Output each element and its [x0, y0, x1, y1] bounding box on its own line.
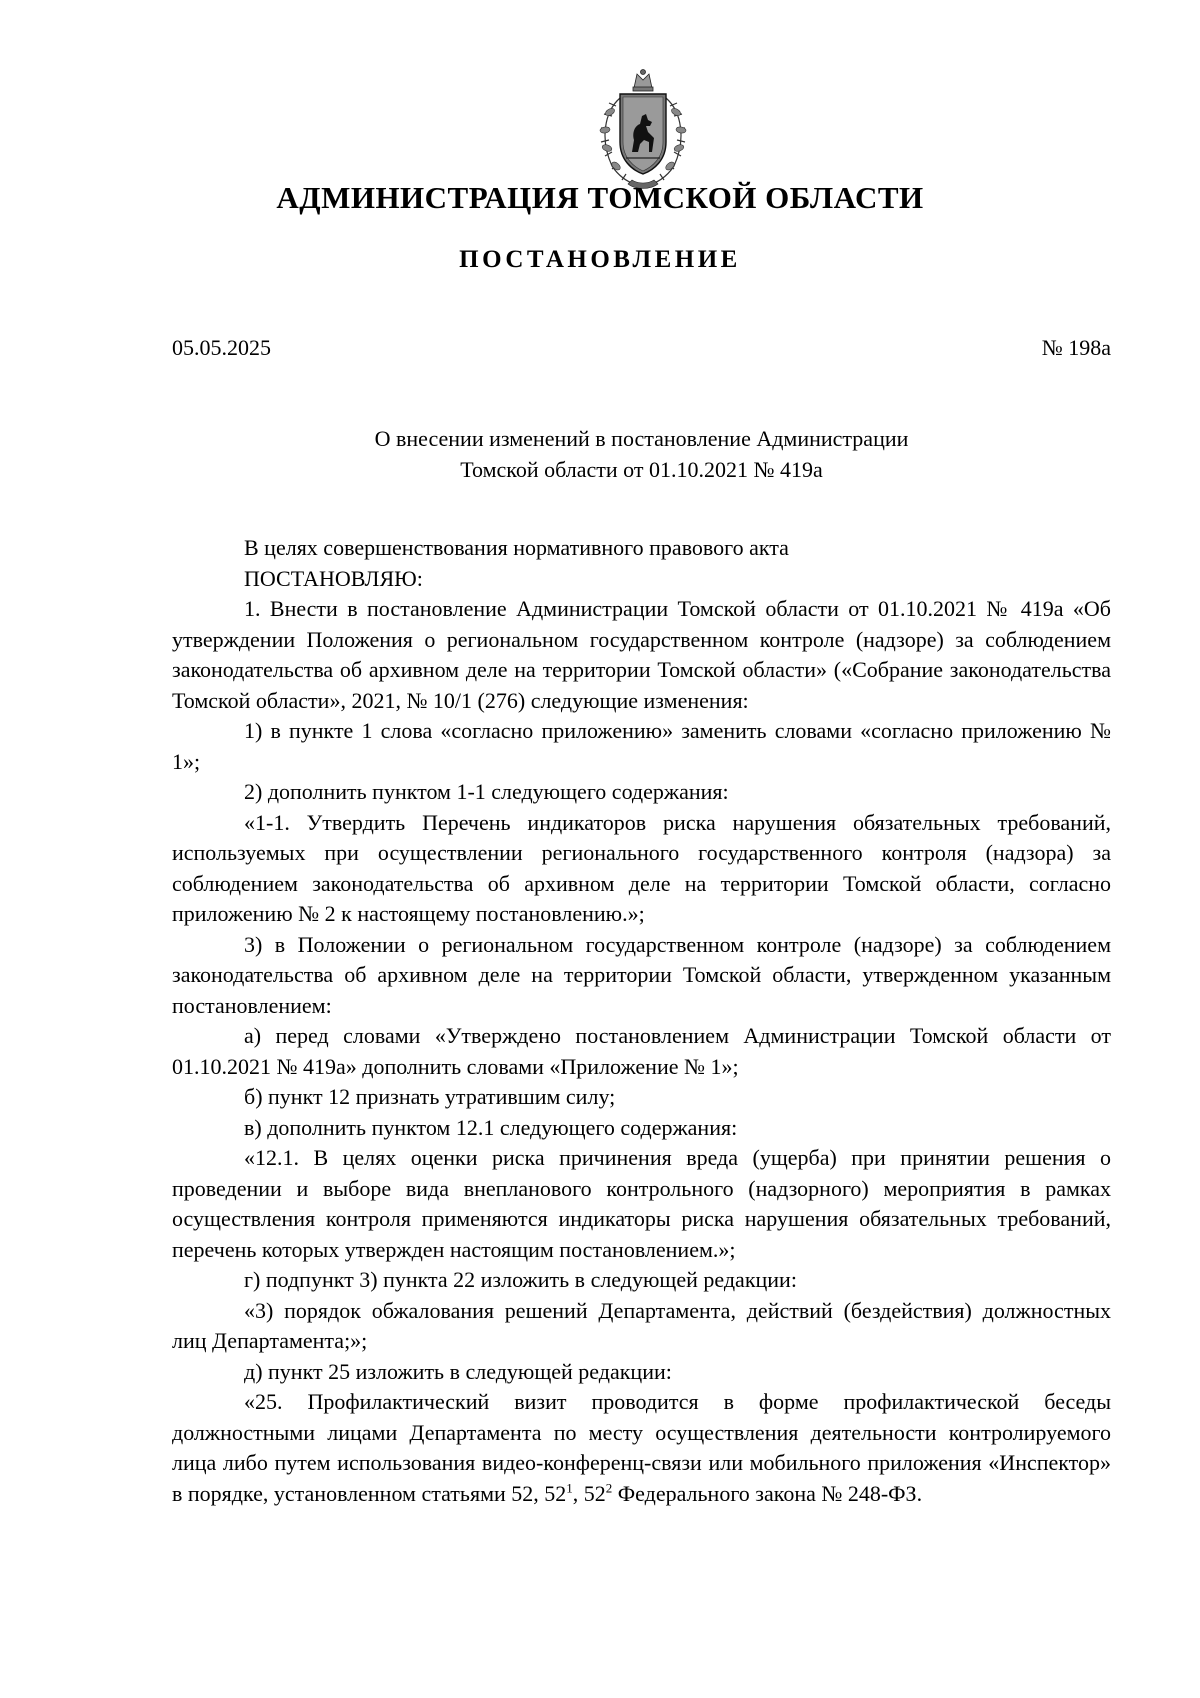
paragraph-item-1-1: «1-1. Утвердить Перечень индикаторов риска нарушения обязательных требований, используемых при осуществлении регионального государственного контроля (надзора) за соблюдением законодательства об архивном деле на территории Томской области, согласно приложению № 2 к настоящему постановлению.»; [172, 809, 1111, 926]
document-type: ПОСТАНОВЛЕНИЕ [459, 246, 741, 273]
paragraph-subitem-1: 1) в пункте 1 слова «согласно приложению» заменить словами «согласно приложению № 1»; [172, 718, 1111, 774]
paragraph-item-12-1: «12.1. В целях оценки риска причинения вреда (ущерба) при принятии решения о проведении и выборе вида внепланового контрольного (надзорного) мероприятия в рамках осуществления контроля применяются индикаторы риска нарушения обязательных требований, перечень которых утвержден настоящим постановлением.»; [172, 1145, 1111, 1262]
item-25-text-mid: , 52 [572, 1480, 606, 1506]
paragraph-subitem-2: 2) дополнить пунктом 1-1 следующего содержания: [244, 779, 729, 804]
tomsk-region-coat-of-arms-icon [590, 68, 696, 194]
title-line-1: О внесении изменений в постановление Администрации [374, 426, 909, 451]
document-number: № 198а [1041, 335, 1111, 360]
superscript-2: 2 [605, 1480, 613, 1496]
document-meta [172, 335, 1111, 361]
paragraph-subitem-b: б) пункт 12 признать утратившим силу; [244, 1084, 616, 1109]
paragraph-resolve: ПОСТАНОВЛЯЮ: [244, 565, 423, 591]
paragraph-item-25 [172, 1387, 1111, 1509]
title-line-2: Томской области от 01.10.2021 № 419а [460, 457, 823, 482]
item-25-text-end: Федерального закона № 248-ФЗ. [612, 1480, 923, 1506]
item-25-text: «25. Профилактический визит проводится в форме профилактической беседы должностными лицами Департамента по месту осуществления деятельности контролируемого лица либо путем использования видео-конференц-связи или мобильного приложения «Инспектор» в порядке, установленном статьями 52, 52 [172, 1389, 1111, 1506]
document-date: 05.05.2025 [172, 335, 271, 360]
paragraph-subitem-3: 3) в Положении о региональном государственном контроле (надзоре) за соблюдением законодательства об архивном деле на территории Томской области, утвержденном указанным постановлением: [172, 931, 1111, 1018]
paragraph-subitem-g: г) подпункт 3) пункта 22 изложить в следующей редакции: [244, 1267, 797, 1292]
document-title [172, 423, 1111, 485]
document-body [172, 533, 1111, 1509]
paragraph-item-1: 1. Внести в постановление Администрации Томской области от 01.10.2021 № 419а «Об утверждении Положения о региональном государственном контроле (надзоре) за соблюдением законодательства об архивном деле на территории Томской области» («Собрание законодательства Томской области», 2021, № 10/1 (276) следующие изменения: [172, 596, 1111, 713]
paragraph-preamble: В целях совершенствования нормативного правового акта [244, 535, 789, 560]
paragraph-subitem-d: д) пункт 25 изложить в следующей редакции: [244, 1358, 672, 1384]
superscript-1: 1 [566, 1480, 573, 1496]
paragraph-subitem-a: а) перед словами «Утверждено постановлением Администрации Томской области от 01.10.2021 № 419а» дополнить словами «Приложение № 1»; [172, 1023, 1111, 1079]
paragraph-item-3-text: «3) порядок обжалования решений Департамента, действий (бездействия) должностных лиц Департамента;»; [172, 1297, 1111, 1353]
paragraph-subitem-v: в) дополнить пунктом 12.1 следующего содержания: [244, 1114, 738, 1140]
organization-name: АДМИНИСТРАЦИЯ ТОМСКОЙ ОБЛАСТИ [276, 180, 924, 215]
